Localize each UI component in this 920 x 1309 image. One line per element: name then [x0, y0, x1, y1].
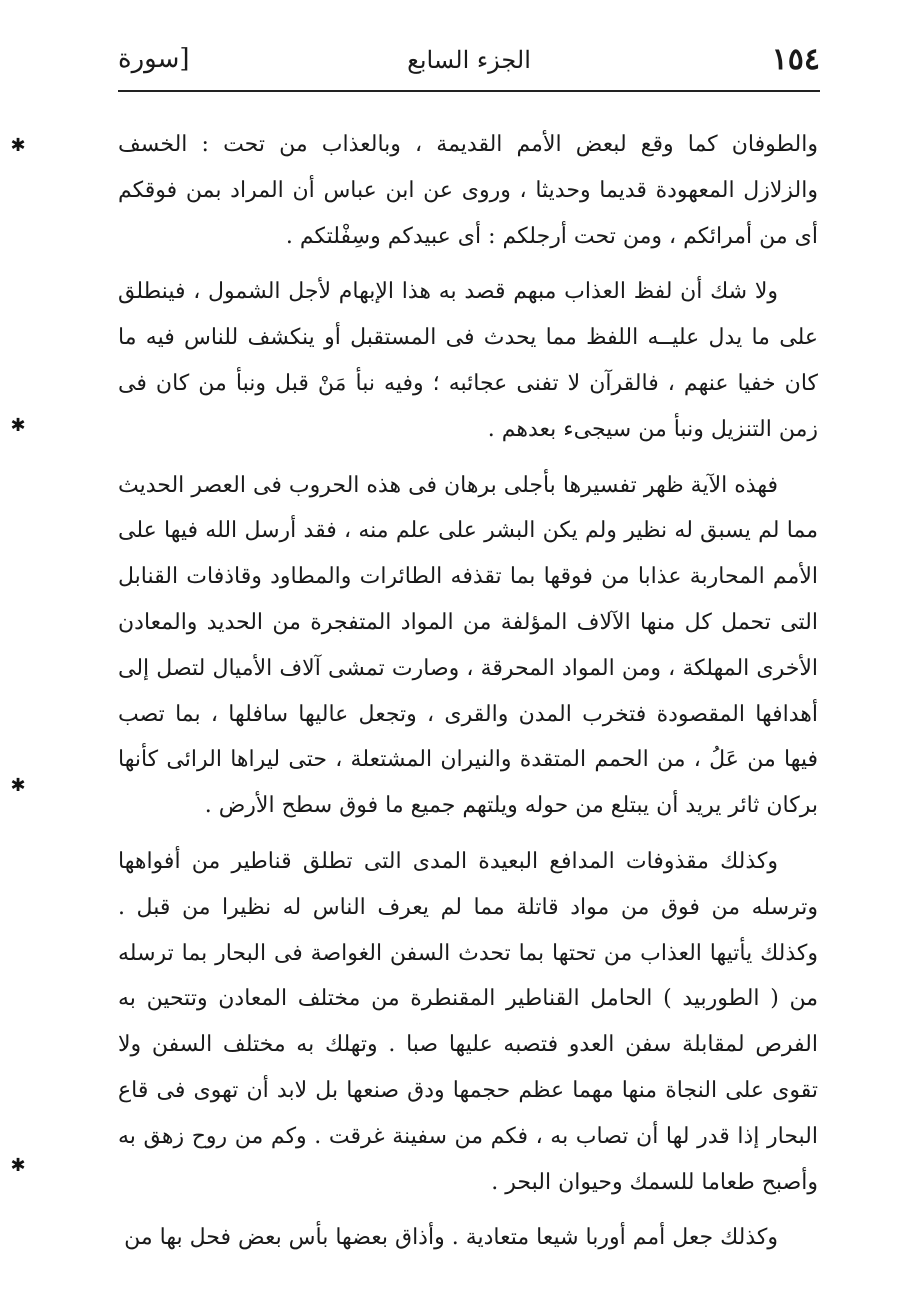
margin-star-icon: ✱	[10, 1155, 26, 1176]
paragraph: فهذه الآية ظهر تفسيرها بأجلى برهان فى هذه الحروب فى العصر الحديث مما لم يسبق له نظير ولم يكن البشر على علم منه ، فقد أرسل الله فيها على الأمم المحاربة عذابا من فوقها بما تقذفه الطائرات والمطاود وقاذفات القنابل التى تحمل كل منها الآلاف المؤلفة من المواد المتفجرة من الحديد والمعادن الأخرى المهلكة ، ومن المواد المحرقة ، وصارت تمشى آلاف الأميال لتصل إلى أهدافها المقصودة فتخرب المدن والقرى ، وتجعل عاليها سافلها ، بما تصب فيها من عَلُ ، من الحمم المتقدة والنيران المشتعلة ، حتى ليراها الرائى كأنها بركان ثائر يريد أن يبتلع من حوله ويلتهم جميع ما فوق سطح الأرض .	[118, 472, 818, 819]
margin-star-icon: ✱	[10, 415, 26, 436]
margin-star-icon: ✱	[10, 775, 26, 796]
page-number: ١٥٤	[771, 42, 820, 77]
margin-star-icon: ✱	[10, 135, 26, 156]
paragraph: ولا شك أن لفظ العذاب مبهم قصد به هذا الإبهام لأجل الشمول ، فينطلق على ما يدل عليــه اللفظ مما يحدث فى المستقبل أو ينكشف للناس فيه ما كان خفيا عنهم ، فالقرآن لا تفنى عجائبه ؛ وفيه نبأ مَنْ قبل ونبأ من كان فى زمن التنزيل ونبأ من سيجىء بعدهم .	[118, 279, 818, 442]
page-body	[118, 122, 818, 1261]
paragraph: والطوفان كما وقع لبعض الأمم القديمة ، وبالعذاب من تحت : الخسف والزلازل المعهودة قديما وحديثا ، وروى عن ابن عباس أن المراد بمن فوقكم أى من أمرائكم ، ومن تحت أرجلكم : أى عبيدكم وسِفْلتكم .	[118, 132, 818, 249]
header-rule	[118, 90, 820, 92]
surah-label: [سورة	[118, 44, 190, 74]
paragraph: وكذلك مقذوفات المدافع البعيدة المدى التى تطلق قناطير من أفواهها وترسله من فوق من مواد قاتلة مما لم يعرف الناس له نظيرا من قبل . وكذلك يأتيها العذاب من تحتها بما تحدث السفن الغواصة فى البحار بما ترسله من ( الطوربيد ) الحامل القناطير المقنطرة من مختلف المعادن وتتحين به الفرص لمقابلة سفن العدو فتصبه عليها صبا . وتهلك به مختلف السفن ولا تقوى على النجاة منها مهما عظم حجمها ودق صنعها بل لابد أن تهوى فى قاع البحار إذا قدر لها أن تصاب به ، فكم من سفينة غرقت . وكم من روح زهق به وأصبح طعاما للسمك وحيوان البحر .	[118, 848, 818, 1195]
part-title: الجزء السابع	[407, 46, 531, 74]
paragraph: وكذلك جعل أمم أوربا شيعا متعادية . وأذاق بعضها بأس بعض فحل بها من	[124, 1225, 778, 1251]
page-header	[118, 38, 820, 88]
